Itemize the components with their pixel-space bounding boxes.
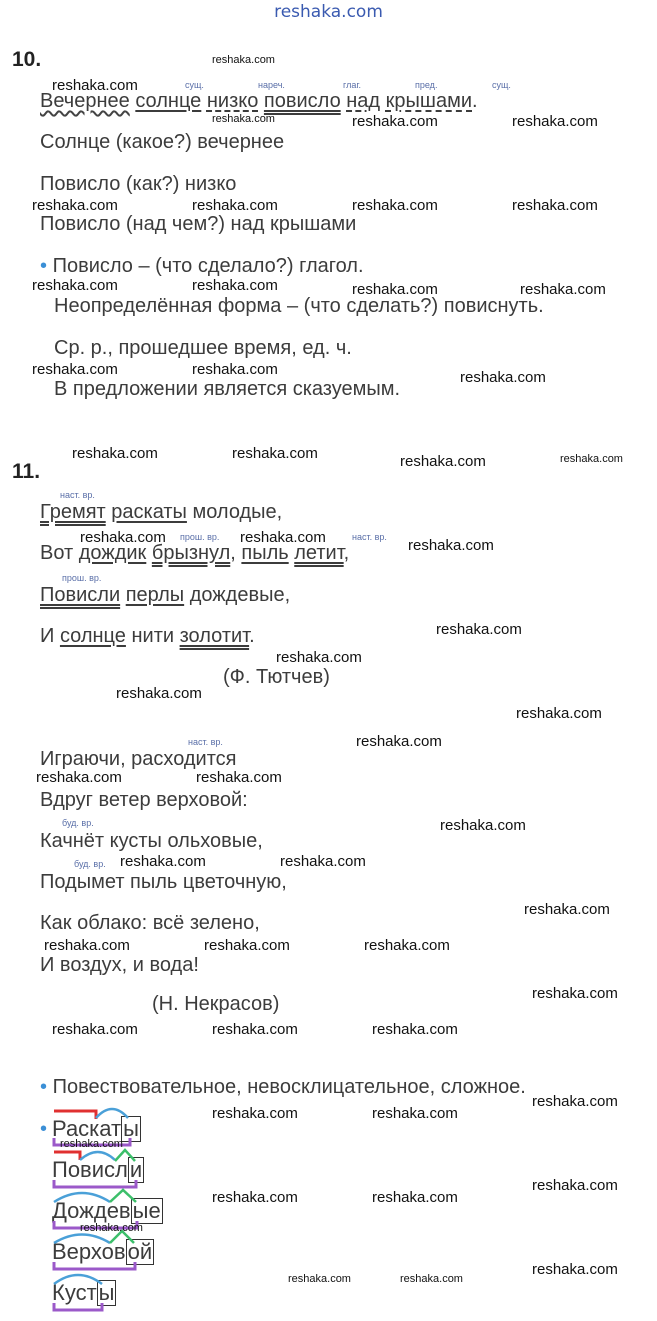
watermark: reshaka.com: [352, 197, 438, 214]
watermark: reshaka.com: [400, 453, 486, 470]
word-subject: солнце: [59, 625, 126, 647]
pos-label: пред.: [415, 80, 438, 90]
watermark: reshaka.com: [356, 733, 442, 750]
poem2-line-1: Играючи, расходится: [40, 748, 237, 770]
bullet-icon: •: [40, 1076, 48, 1098]
watermark: reshaka.com: [116, 685, 202, 702]
watermark: reshaka.com: [212, 1021, 298, 1038]
poem1-line-3: [40, 584, 290, 607]
word: дождевые,: [189, 584, 291, 606]
watermark: reshaka.com: [532, 1177, 618, 1194]
tense-label: прош. вр.: [62, 573, 102, 583]
ex10-line-5: Неопределённая форма – (что сделать?) повиснуть.: [54, 295, 544, 317]
word-preposition: над: [346, 90, 381, 112]
watermark: reshaka.com: [372, 1105, 458, 1122]
watermark: reshaka.com: [440, 817, 526, 834]
watermark: reshaka.com: [288, 1273, 351, 1285]
poem2-line-5: Как облако: всё зелено,: [40, 912, 260, 934]
watermark: reshaka.com: [408, 537, 494, 554]
ending-box: ы: [98, 1280, 115, 1305]
word-subject: солнце: [135, 90, 202, 112]
ex11-bullet-line: [40, 1076, 526, 1099]
ex10-line-4: Повисло – (что сделало?) глагол.: [52, 255, 364, 277]
watermark: reshaka.com: [192, 361, 278, 378]
stem: Куст: [52, 1280, 97, 1305]
watermark: reshaka.com: [72, 445, 158, 462]
watermark: reshaka.com: [512, 197, 598, 214]
poem2-author: (Н. Некрасов): [152, 993, 280, 1015]
tense-label: наст. вр.: [188, 737, 223, 747]
stem: Повисл: [52, 1157, 128, 1182]
morpheme-word-3: [52, 1198, 163, 1224]
poem2-line-2: Вдруг ветер верховой:: [40, 789, 248, 811]
watermark: reshaka.com: [32, 277, 118, 294]
watermark: reshaka.com: [232, 445, 318, 462]
ex10-line-1: Солнце (какое?) вечернее: [40, 131, 285, 153]
morpheme-word-4: [52, 1239, 154, 1265]
tense-label: буд. вр.: [74, 859, 106, 869]
watermark: reshaka.com: [276, 649, 362, 666]
watermark: reshaka.com: [352, 281, 438, 298]
ending-box: ой: [127, 1239, 153, 1264]
tense-label: наст. вр.: [60, 490, 95, 500]
word-attribute: Вечернее: [40, 90, 130, 112]
ending-box: ы: [123, 1116, 139, 1141]
watermark: reshaka.com: [32, 361, 118, 378]
watermark: reshaka.com: [520, 281, 606, 298]
morpheme-word-5: [52, 1280, 116, 1306]
word-predicate: брызнул: [151, 542, 231, 564]
word-predicate: Гремят: [40, 501, 106, 523]
ex10-bullet-line: [40, 255, 364, 278]
word-predicate: золотит: [179, 625, 250, 647]
watermark: reshaka.com: [560, 453, 623, 465]
exercise-10-number: 10.: [12, 48, 42, 71]
word: Вот: [40, 542, 74, 564]
watermark: reshaka.com: [516, 705, 602, 722]
watermark: reshaka.com: [192, 197, 278, 214]
poem2-line-6: И воздух, и вода!: [40, 954, 199, 976]
bullet-icon: •: [40, 1118, 48, 1140]
site-title[interactable]: reshaka.com: [274, 2, 383, 22]
watermark: reshaka.com: [532, 1261, 618, 1278]
watermark: reshaka.com: [120, 853, 206, 870]
stem: Дождев: [52, 1198, 131, 1223]
word-predicate: Повисли: [40, 584, 121, 606]
word-subject: пыль: [241, 542, 289, 564]
ending-box: ые: [132, 1198, 161, 1223]
pos-label: сущ.: [185, 80, 204, 90]
watermark: reshaka.com: [212, 1189, 298, 1206]
sentence-characteristics: Повествовательное, невосклицательное, сложное.: [52, 1076, 526, 1098]
poem1-author: (Ф. Тютчев): [223, 666, 330, 688]
ex10-line-2: Повисло (как?) низко: [40, 173, 237, 195]
watermark: reshaka.com: [240, 529, 326, 546]
pos-label: глаг.: [343, 80, 362, 90]
poem2-line-4: Подымет пыль цветочную,: [40, 871, 287, 893]
word-subject: раскаты: [111, 501, 187, 523]
watermark: reshaka.com: [524, 901, 610, 918]
watermark: reshaka.com: [372, 1189, 458, 1206]
watermark: reshaka.com: [212, 1105, 298, 1122]
comma: ,: [343, 542, 350, 564]
ex10-line-7: В предложении является сказуемым.: [54, 378, 401, 400]
watermark: reshaka.com: [36, 769, 122, 786]
stem: Верхов: [52, 1239, 126, 1264]
period: .: [249, 625, 255, 647]
bullet-icon: •: [40, 255, 48, 277]
morpheme-word-2: [52, 1157, 144, 1183]
word-predicate: повисло: [263, 90, 341, 112]
word: И: [40, 625, 55, 647]
watermark: reshaka.com: [32, 197, 118, 214]
ending-box: и: [129, 1157, 143, 1182]
poem1-line-4: [40, 625, 255, 648]
comma: ,: [230, 542, 236, 564]
tense-label: буд. вр.: [62, 818, 94, 828]
watermark: reshaka.com: [512, 113, 598, 130]
watermark: reshaka.com: [460, 369, 546, 386]
tense-label: наст. вр.: [352, 532, 387, 542]
tense-label: прош. вр.: [180, 532, 220, 542]
word-object: крышами: [385, 90, 473, 112]
watermark: reshaka.com: [192, 277, 278, 294]
watermark: reshaka.com: [52, 77, 138, 94]
watermark: reshaka.com: [212, 54, 275, 66]
pos-label: нареч.: [258, 80, 285, 90]
watermark: reshaka.com: [436, 621, 522, 638]
sentence-period: .: [472, 90, 478, 112]
word-subject: перлы: [125, 584, 185, 606]
word-adverbial: низко: [206, 90, 259, 112]
poem2-line-3: Качнёт кусты ольховые,: [40, 830, 263, 852]
watermark: reshaka.com: [80, 1222, 143, 1234]
ex10-line-3: Повисло (над чем?) над крышами: [40, 213, 357, 235]
watermark: reshaka.com: [52, 1021, 138, 1038]
watermark: reshaka.com: [80, 529, 166, 546]
watermark: reshaka.com: [364, 937, 450, 954]
watermark: reshaka.com: [400, 1273, 463, 1285]
word: молодые,: [192, 501, 283, 523]
watermark: reshaka.com: [372, 1021, 458, 1038]
stem: Раскат: [52, 1116, 122, 1141]
word: нити: [131, 625, 175, 647]
exercise-11-number: 11.: [12, 460, 41, 483]
watermark: reshaka.com: [212, 113, 275, 125]
watermark: reshaka.com: [44, 937, 130, 954]
word-predicate: летит: [294, 542, 344, 564]
poem1-line-1: [40, 501, 282, 524]
pos-label: сущ.: [492, 80, 511, 90]
watermark: reshaka.com: [532, 1093, 618, 1110]
ex10-line-6: Ср. р., прошедшее время, ед. ч.: [54, 337, 352, 359]
watermark: reshaka.com: [352, 113, 438, 130]
watermark: reshaka.com: [60, 1138, 123, 1150]
watermark: reshaka.com: [280, 853, 366, 870]
watermark: reshaka.com: [196, 769, 282, 786]
word-subject: дождик: [78, 542, 147, 564]
watermark: reshaka.com: [204, 937, 290, 954]
watermark: reshaka.com: [532, 985, 618, 1002]
